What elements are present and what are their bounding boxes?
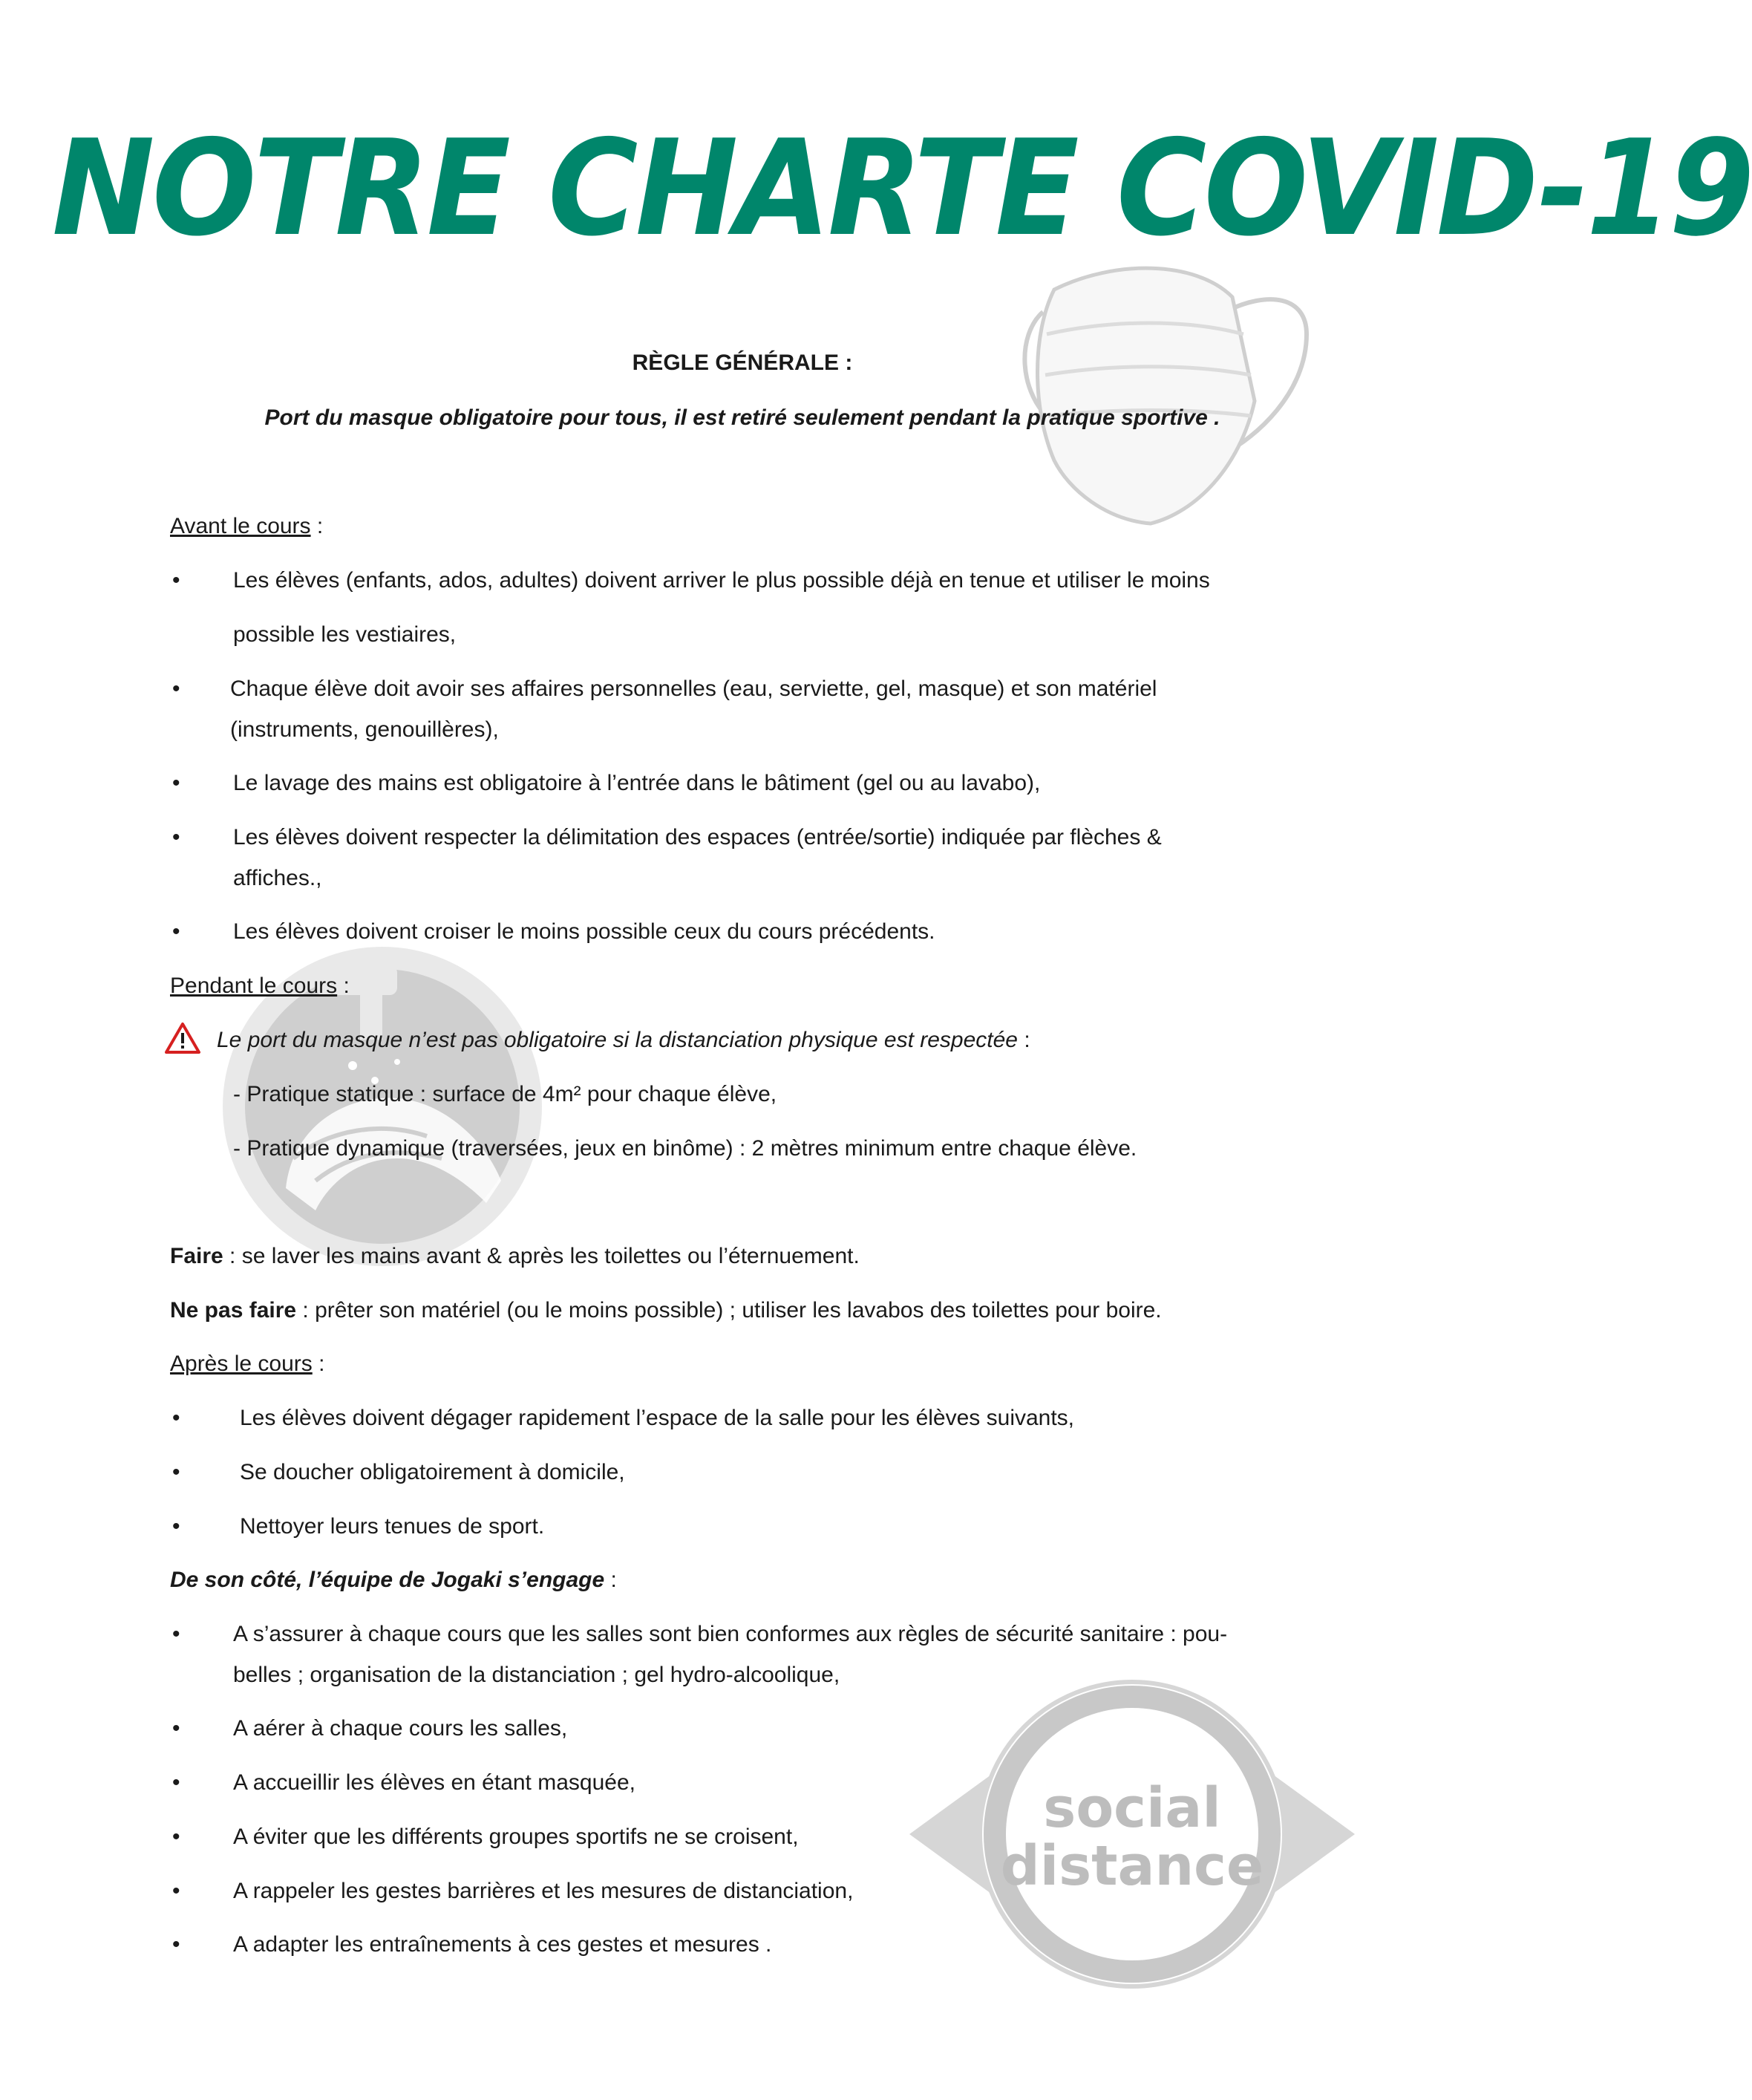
warning-icon: [164, 1022, 201, 1054]
list-item: Les élèves doivent respecter la délimitation des espaces (entrée/sortie) indiquée par flèches &: [233, 825, 1162, 850]
bullet: •: [172, 1825, 180, 1849]
bullet: •: [172, 771, 180, 795]
general-rule-heading: RÈGLE GÉNÉRALE :: [632, 350, 853, 375]
list-item: - Pratique dynamique (traversées, jeux en binôme) : 2 mètres minimum entre chaque élève.: [233, 1136, 1137, 1161]
list-item: A s’assurer à chaque cours que les salles sont bien conformes aux règles de sécurité sanitaire : pou-: [233, 1622, 1228, 1646]
list-item: A rappeler les gestes barrières et les mesures de distanciation,: [233, 1879, 854, 1903]
during-heading: Pendant le cours :: [170, 974, 350, 998]
social-distance-icon: [902, 1663, 1362, 2005]
bullet: •: [172, 825, 180, 850]
list-item: Nettoyer leurs tenues de sport.: [240, 1514, 545, 1539]
bullet: •: [172, 1932, 180, 1957]
list-item: Les élèves (enfants, ados, adultes) doivent arriver le plus possible déjà en tenue et utiliser le moins: [233, 568, 1210, 593]
bullet: •: [172, 1770, 180, 1795]
list-item: A aérer à chaque cours les salles,: [233, 1716, 568, 1741]
list-item: A éviter que les différents groupes sportifs ne se croisent,: [233, 1825, 799, 1849]
list-item: Les élèves doivent dégager rapidement l’espace de la salle pour les élèves suivants,: [240, 1406, 1075, 1430]
after-heading: Après le cours :: [170, 1351, 325, 1376]
badge-line2: distance: [1000, 1834, 1264, 1898]
list-item: Les élèves doivent croiser le moins possible ceux du cours précédents.: [233, 919, 935, 944]
list-item: - Pratique statique : surface de 4m² pour chaque élève,: [233, 1082, 777, 1106]
dont-line: Ne pas faire : prêter son matériel (ou le moins possible) ; utiliser les lavabos des toilettes pour boire.: [170, 1298, 1162, 1323]
do-line: Faire : se laver les mains avant & après les toilettes ou l’éternuement.: [170, 1244, 860, 1268]
list-item: A accueillir les élèves en étant masquée,: [233, 1770, 635, 1795]
bullet: •: [172, 1514, 180, 1539]
list-item: Le lavage des mains est obligatoire à l’entrée dans le bâtiment (gel ou au lavabo),: [233, 771, 1041, 795]
list-item: A adapter les entraînements à ces gestes et mesures .: [233, 1932, 772, 1957]
bullet: •: [172, 568, 180, 593]
bullet: •: [172, 1716, 180, 1741]
list-item: belles ; organisation de la distanciation ; gel hydro-alcoolique,: [233, 1663, 840, 1687]
bullet: •: [172, 1879, 180, 1903]
list-item: Se doucher obligatoirement à domicile,: [240, 1460, 625, 1484]
list-item: Chaque élève doit avoir ses affaires personnelles (eau, serviette, gel, masque) et son matériel: [230, 676, 1157, 701]
mask-icon: [1002, 245, 1321, 535]
bullet: •: [172, 919, 180, 944]
general-rule-text: Port du masque obligatoire pour tous, il est retiré seulement pendant la pratique sportive .: [264, 405, 1220, 430]
bullet: •: [172, 676, 180, 701]
list-item: (instruments, genouillères),: [230, 717, 499, 742]
bullet: •: [172, 1406, 180, 1430]
page-title: NOTRE CHARTE COVID-19: [52, 111, 1752, 265]
list-item: possible les vestiaires,: [233, 622, 457, 647]
bullet: •: [172, 1622, 180, 1646]
bullet: •: [172, 1460, 180, 1484]
warning-text: Le port du masque n’est pas obligatoire si la distanciation physique est respectée :: [217, 1028, 1030, 1052]
badge-line1: social: [1043, 1776, 1221, 1840]
before-heading: Avant le cours :: [170, 514, 324, 538]
list-item: affiches.,: [233, 866, 322, 890]
team-heading: De son côté, l’équipe de Jogaki s’engage :: [170, 1568, 617, 1592]
